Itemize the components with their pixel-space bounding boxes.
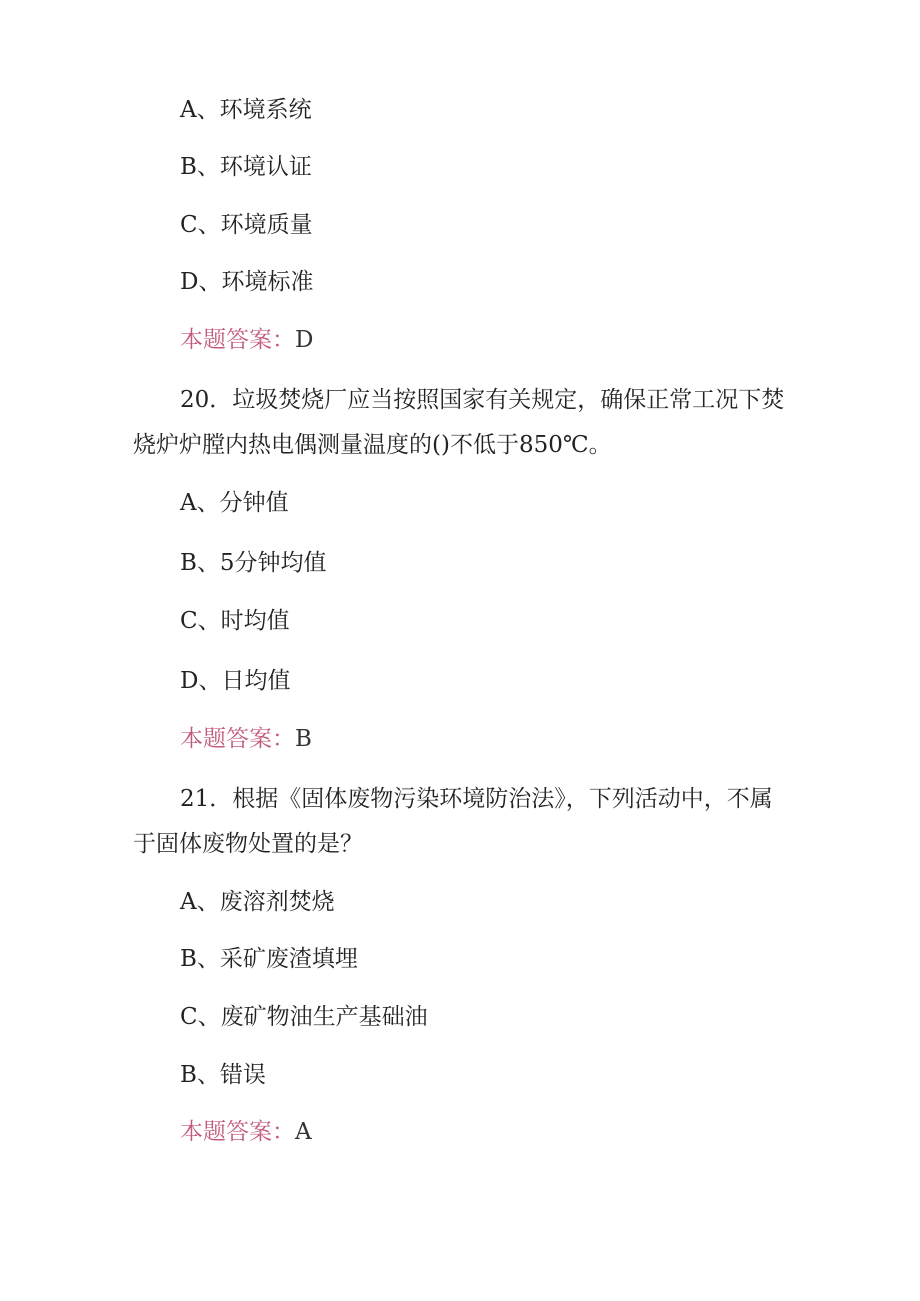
question-text-line2: 烧炉炉膛内热电偶测量温度的()不低于850℃。 bbox=[133, 432, 612, 458]
option-b: B、环境认证 bbox=[180, 154, 312, 180]
answer-line bbox=[180, 724, 312, 754]
option-c: C、时均值 bbox=[180, 608, 290, 634]
option-b: B、5分钟均值 bbox=[180, 550, 327, 576]
option-d: D、日均值 bbox=[180, 668, 291, 694]
option-a: A、环境系统 bbox=[180, 97, 312, 123]
answer-line bbox=[180, 1117, 312, 1147]
question-text-line2: 于固体废物处置的是？ bbox=[133, 831, 363, 857]
option-d: B、错误 bbox=[180, 1062, 266, 1088]
option-a: A、分钟值 bbox=[180, 490, 289, 516]
question-text-line1: 21．根据《固体废物污染环境防治法》，下列活动中，不属 bbox=[180, 786, 773, 812]
answer-label: 本题答案： bbox=[180, 726, 295, 752]
option-d: D、环境标准 bbox=[180, 269, 314, 295]
option-a: A、废溶剂焚烧 bbox=[180, 889, 335, 915]
question-text-line1: 20．垃圾焚烧厂应当按照国家有关规定，确保正常工况下焚 bbox=[180, 387, 785, 413]
answer-value: D bbox=[295, 327, 314, 353]
option-b: B、采矿废渣填埋 bbox=[180, 946, 358, 972]
option-c: C、废矿物油生产基础油 bbox=[180, 1004, 428, 1030]
option-c: C、环境质量 bbox=[180, 212, 313, 238]
answer-label: 本题答案： bbox=[180, 327, 295, 353]
answer-line bbox=[180, 325, 313, 355]
answer-value: B bbox=[295, 726, 312, 752]
answer-value: A bbox=[295, 1119, 312, 1145]
answer-label: 本题答案： bbox=[180, 1119, 295, 1145]
